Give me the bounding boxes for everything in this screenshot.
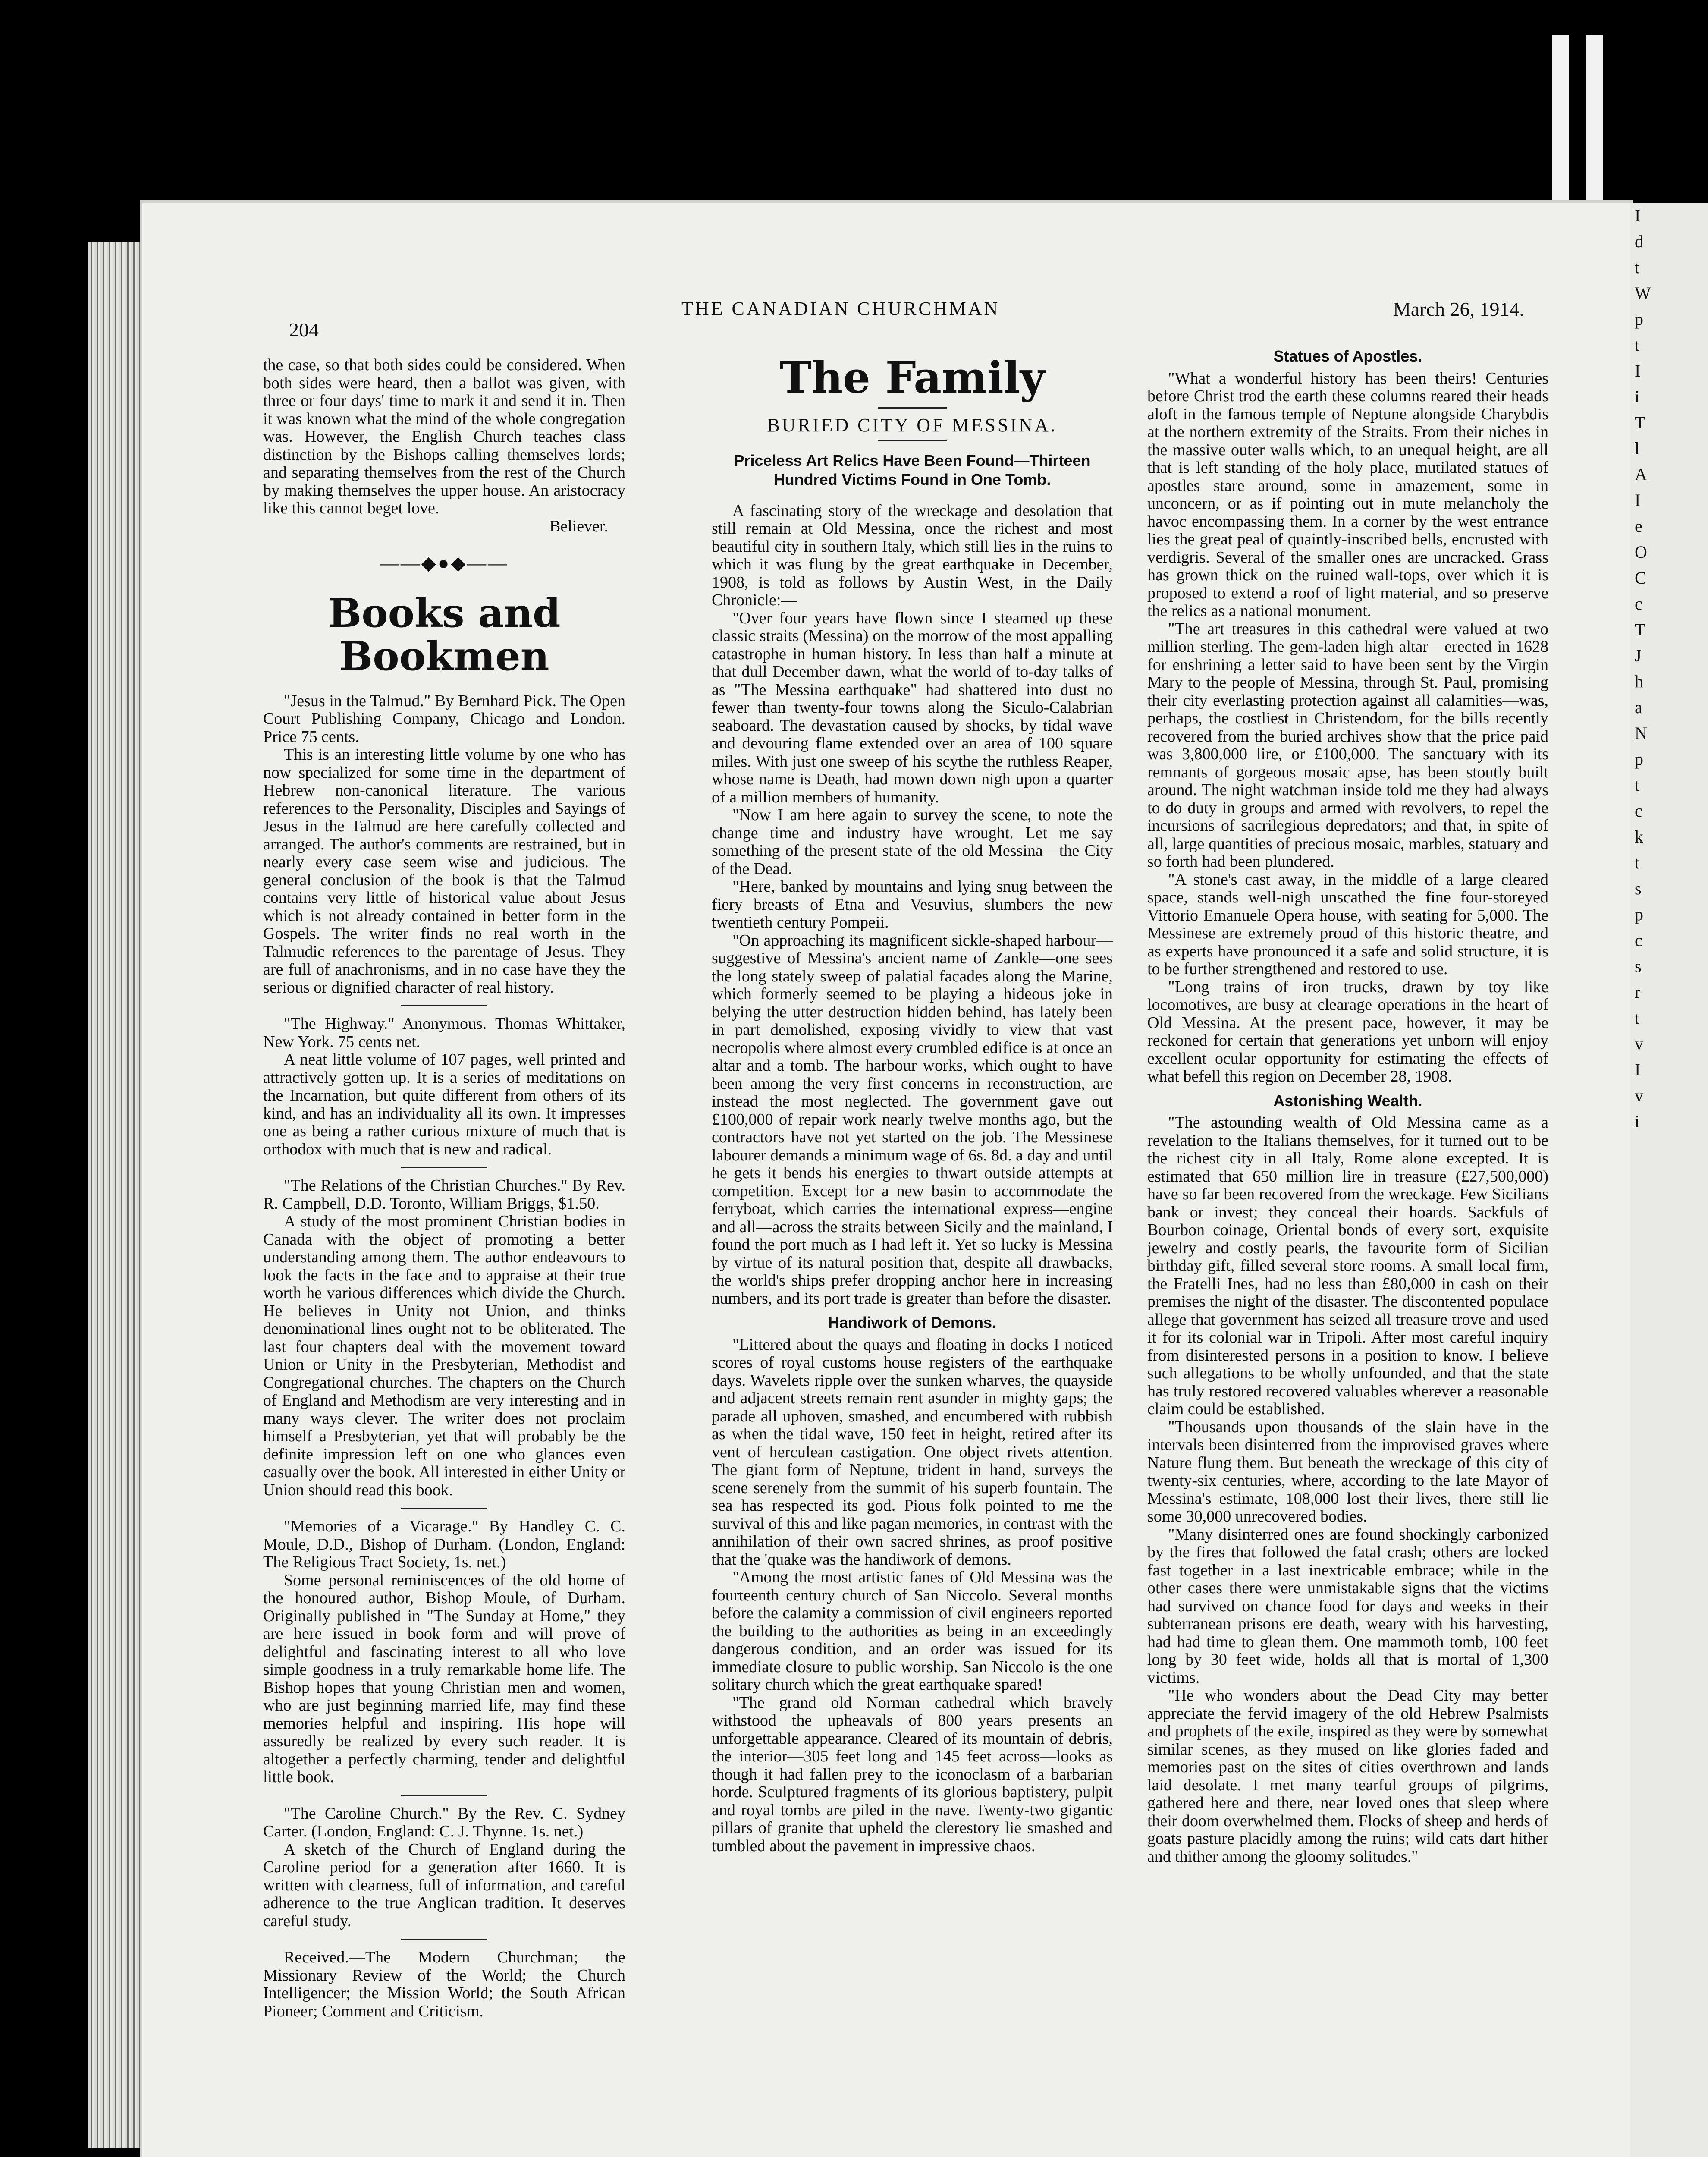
column-3 — [1147, 347, 1548, 1866]
facing-page-fragment: T — [1635, 620, 1645, 639]
received-note: Received.—The Modern Churchman; the Missionary Review of the World; the Church Intelligencer; the Mission World; the South African Pioneer; Comment and Criticism. — [263, 1948, 625, 2020]
facing-page-fragment: i — [1635, 387, 1640, 406]
paragraph: "What a wonderful history has been theirs! Centuries before Christ trod the earth these columns reared their heads aloft in the famous temple of Neptune alongside Charybdis at the northern extremity of the Straits. From their niches in the massive outer walls which, to an unequal height, are all that is left standing of the holy place, mutilated statues of apostles stare around, some in amazement, some in unconcern, or as if pointing out in mute melancholy the havoc encompassing them. In a corner by the west entrance lies the great peal of quaintly-inscribed bells, encrusted with verdigris. Several of the smaller ones are uncracked. Grass has grown thick on the ruined wall-tops, over which it is proposed to extend a roof of light material, and so preserve the relics as a national monument. — [1147, 369, 1548, 620]
paragraph: "The grand old Norman cathedral which bravely withstood the upheavals of 800 years presents an unforgettable appearance. Cleared of its mountain of debris, the interior—305 feet long and 145 feet across—looks as though it had fallen prey to the iconoclasm of a barbarian horde. Sculptured fragments of its glorious baptistery, pulpit and royal tombs are piled in the nave. Twenty-two gigantic pillars of granite that upheld the clerestory lie smashed and tumbled about the pavement in impressive chaos. — [712, 1693, 1113, 1855]
facing-page-fragment: c — [1635, 931, 1642, 950]
subhead-apostles: Statues of Apostles. — [1273, 347, 1422, 365]
divider — [878, 407, 947, 409]
facing-page-fragment: r — [1635, 982, 1641, 1002]
section-title-family: The Family — [779, 352, 1045, 403]
facing-page-fragment: p — [1635, 309, 1643, 329]
facing-page-fragment: d — [1635, 232, 1643, 251]
facing-page-fragment: t — [1635, 853, 1640, 872]
paragraph: "The art treasures in this cathedral were valued at two million sterling. The gem-laden high altar—erected in 1628 for enshrining a letter said to have been sent by the Virgin Mary to the people of Messina, through St. Paul, promising their city everlasting protection against all calamities—was, perhaps, the costliest in Christendom, for the bills recently recovered from the buried archives show that the price paid was 3,800,000 lire, or £100,000. The sanctuary with its remnants of gorgeous mosaic apse, has been stoutly built around. The night watchman inside told me they had always to do duty in groups and armed with revolvers, to repel the incursions of sacrilegious depredators; and that, in spite of all, large quantities of precious mosaic, marbles, statuary and so forth had been plundered. — [1147, 619, 1548, 871]
paragraph: "Littered about the quays and floating in docks I noticed scores of royal customs house registers of the earthquake days. Wavelets ripple over the sunken wharves, the quayside and adjacent streets remain rent asunder in mighty gaps; the parade all uphoven, smashed, and encumbered with rubbish as when the tidal wave, 150 feet in height, retired after its vent of herculean castigation. One object rivets attention. The giant form of Neptune, trident in hand, surveys the scene serenely from the summit of his superb fountain. The sea has respected its god. Pious folk pointed to me the survival of this and like pagan memories, in contrast with the annihilation of their own sacred shrines, as proof positive that the 'quake was the handiwork of demons. — [712, 1335, 1113, 1569]
facing-page-fragment: I — [1635, 491, 1641, 510]
review-citation: "Jesus in the Talmud." By Bernhard Pick. The Open Court Publishing Company, Chicago and London. Price 75 cents. — [263, 692, 625, 746]
facing-page-fragment: t — [1635, 335, 1640, 355]
review-body: A sketch of the Church of England during the Caroline period for a generation after 1660. It is written with clearness, full of information, and careful adherence to the true Anglican tradition. It deserves careful study. — [263, 1840, 625, 1930]
paragraph: "A stone's cast away, in the middle of a large cleared space, stands well-nigh unscathed the fine four-storeyed Vittorio Emanuele Opera house, with seating for 5,000. The Messinese are extremely proud of this historic theatre, and as experts have pronounced it a safe and solid structure, it is to be further strengthened and restored to use. — [1147, 870, 1548, 978]
paragraph: "Over four years have flown since I steamed up these classic straits (Messina) on the morrow of the most appalling catastrophe in human history. In less than half a minute at that dull December dawn, what the world of to-day talks of as "The Messina earthquake" had shattered into dust no fewer than twenty-four towns along the Siculo-Calabrian seaboard. The devastation caused by shocks, by tidal wave and devouring flame extended over an area of 100 square miles. With just one sweep of his scythe the ruthless Reaper, whose name is Death, had mown down nigh upon a quarter of a million members of humanity. — [712, 609, 1113, 806]
review-body: A study of the most prominent Christian bodies in Canada with the object of promoting a better understanding among them. The author endeavours to look the facts in the face and to appraise at their true worth he various differences which divide the Church. He believes in Unity not Union, and thinks denominational lines ought not to be obliterated. The last four chapters deal with the movement toward Union or Unity in the Presbyterian, Methodist and Congregational churches. The chapters on the Church of England and Methodism are very interesting and in many ways clever. The writer does not proclaim himself a Presbyterian, yet that will probably be the definite impression left on one who glances even casually over the book. All interested in either Unity or Union should read this book. — [263, 1212, 625, 1499]
facing-page-fragment: t — [1635, 775, 1640, 795]
divider — [401, 1939, 487, 1940]
facing-page-fragment: I — [1635, 1060, 1641, 1079]
facing-page-fragment: s — [1635, 879, 1642, 898]
facing-page-fragment: a — [1635, 698, 1642, 717]
column-2 — [712, 349, 1113, 1855]
deck: Priceless Art Relics Have Been Found—Thirteen Hundred Victims Found in One Tomb. — [734, 451, 1091, 488]
facing-page-fragment: W — [1635, 283, 1651, 303]
paragraph: "Thousands upon thousands of the slain have in the intervals been disinterred from the improvised graves where Nature flung them. But beneath the wreckage of this city of twenty-six centuries, where, according to the late Mayor of Messina's estimate, 108,000 lost their lives, there still lie some 30,000 unrecovered bodies. — [1147, 1418, 1548, 1525]
headline: BURIED CITY OF MESSINA. — [767, 415, 1058, 436]
facing-page-fragment: O — [1635, 542, 1647, 562]
review-citation: "Memories of a Vicarage." By Handley C. C. Moule, D.D., Bishop of Durham. (London, England: The Religious Tract Society, 1s. net.) — [263, 1517, 625, 1571]
facing-page-fragment: v — [1635, 1034, 1643, 1053]
facing-page-fragment: l — [1635, 439, 1640, 458]
facing-page-fragment: A — [1635, 465, 1647, 484]
paragraph: "The astounding wealth of Old Messina came as a revelation to the Italians themselves, for it turned out to be the richest city in all Italy, Rome alone excepted. It is estimated that 650 million lire in treasure (£27,500,000) have so far been recovered from the wreckage. Few Sicilians bank or invest; they conceal their hoards. Sackfuls of Bourbon coinage, Oriental bonds of every sort, exquisite jewelry and costly pearls, the favourite form of Sicilian birthday gift, filled several store rooms. A small local firm, the Fratelli Ines, had no less than £80,000 in cash on their premises the night of the disaster. The discontented populace allege that government has seized all treasure trove and used it for its colonial war in Tripoli. After most careful inquiry from disinterested persons in a position to know. I believe such allegations to be wholly unfounded, and that the state has truly restored recovered valuables wherever a reasonable claim could be established. — [1147, 1113, 1548, 1418]
paragraph: "On approaching its magnificent sickle-shaped harbour—suggestive of Messina's ancient name of Zankle—one sees the long stately sweep of palatial facades along the Marine, which formerly seemed to be playing a hideous joke in belying the utter destruction hidden behind, has lately been in part demolished, exposing vividly to view that vast necropolis where almost every crumbled edifice is at once an altar and a tomb. The harbour works, which ought to have been among the very first concerns in reconstruction, are instead the most neglected. The government gave out £100,000 of repair work nearly twelve months ago, but the contractors have not yet started on the job. The Messinese labourer demands a minimum wage of 6s. 8d. a day and until he gets it bends his energies to thwart outside attempts at competition. Except for a new basin to accommodate the ferryboat, which carries the international express—engine and all—across the straits between Sicily and the mainland, I found the port much as I had left it. Yet so lucky is Messina by virtue of its natural position that, despite all drawbacks, the world's ships prefer dropping anchor here in increasing numbers, and its port trade is greater than before the disaster. — [712, 931, 1113, 1308]
paragraph: A fascinating story of the wreckage and desolation that still remain at Old Messina, once the richest and most beautiful city in southern Italy, which still lies in the ruins to which it was flung by the great earthquake in December, 1908, is told as follows by Austin West, in the Daily Chronicle:— — [712, 501, 1113, 609]
divider — [401, 1167, 487, 1168]
facing-page-fragment: e — [1635, 516, 1642, 536]
facing-page-fragment: s — [1635, 956, 1642, 976]
facing-page-fragment: J — [1635, 646, 1642, 665]
facing-page-fragment: N — [1635, 723, 1647, 743]
issue-date: March 26, 1914. — [1393, 298, 1525, 320]
review-body: Some personal reminiscences of the old home of the honoured author, Bishop Moule, of Durham. Originally published in "The Sunday at Home," they are here issued in book form and will prove of delightful and fascinating interest to all who love simple goodness in a truly remarkable home life. The Bishop hopes that young Christian men and women, who are just beginning married life, may find these memories helpful and inspiring. His hope will assuredly be realized by every such reader. It is altogether a perfectly charming, tender and delightful little book. — [263, 1571, 625, 1786]
paragraph: "Now I am here again to survey the scene, to note the change time and industry have wrought. Let me say something of the present state of the old Messina—the City of the Dead. — [712, 806, 1113, 878]
facing-page-fragment: h — [1635, 672, 1643, 691]
divider — [401, 1508, 487, 1509]
review-body: A neat little volume of 107 pages, well printed and attractively gotten up. It is a series of meditations on the Incarnation, but quite different from others of its kind, and has an individuality all its own. It impresses one as being a rather curious mixture of much that is orthodox with much that is new and radical. — [263, 1050, 625, 1158]
review-citation: "The Relations of the Christian Churches." By Rev. R. Campbell, D.D. Toronto, William Briggs, $1.50. — [263, 1176, 625, 1213]
facing-page-fragment: T — [1635, 413, 1645, 432]
facing-page-fragment: t — [1635, 258, 1640, 277]
paragraph: "Long trains of iron trucks, drawn by toy like locomotives, are busy at clearage operations in the heart of Old Messina. At the present pace, however, it may be reckoned for certain that generations yet unborn will enjoy excellent ocular opportunity for estimating the effects of what befell this region on December 28, 1908. — [1147, 978, 1548, 1085]
page-number: 204 — [289, 319, 319, 341]
facing-page-fragment: v — [1635, 1086, 1643, 1105]
divider — [401, 1005, 487, 1006]
facing-page-fragment: t — [1635, 1008, 1640, 1028]
ornament: ——◆●◆—— — [380, 553, 509, 574]
column-1 — [263, 356, 625, 2020]
facing-page-fragment: k — [1635, 827, 1643, 846]
facing-page-fragment: c — [1635, 594, 1642, 613]
divider — [878, 440, 947, 441]
paragraph: "Among the most artistic fanes of Old Messina was the fourteenth century church of San Niccolo. Several months before the calamity a commission of civil engineers reported the building to the authorities as being in an exceedingly dangerous condition, and an order was issued for its immediate closure to public worship. San Niccolo is the one solitary church which the great earthquake spared! — [712, 1568, 1113, 1694]
subhead-demons: Handiwork of Demons. — [828, 1314, 997, 1331]
facing-page-fragment: I — [1635, 206, 1641, 225]
review-citation: "The Caroline Church." By the Rev. C. Sydney Carter. (London, England: C. J. Thynne. 1s. net.) — [263, 1804, 625, 1840]
masthead: THE CANADIAN CHURCHMAN — [681, 298, 1000, 319]
facing-page-fragment: p — [1635, 905, 1643, 924]
paragraph: the case, so that both sides could be considered. When both sides were heard, then a ballot was given, with three or four days' time to mark it and send it in. Then it was known what the mind of the whole congregation was. However, the English Church teaches class distinction by the Bishops calling themselves lords; and separating themselves from the rest of the Church by making themselves the upper house. An aristocracy like this cannot beget love. — [263, 356, 625, 517]
paragraph: "He who wonders about the Dead City may better appreciate the fervid imagery of the old Hebrew Psalmists and prophets of the exile, inspired as they were by somewhat similar scenes, as they mused on like glories faded and memories past on the sites of cities overthrown and lands laid desolate. I met many tearful groups of pilgrims, gathered here and there, near loved ones that sleep where their doom overwhelmed them. Flocks of sheep and herds of goats pasture placidly among the ruins; wild cats dart hither and thither among the gloomy solitudes." — [1147, 1686, 1548, 1866]
paragraph: "Here, banked by mountains and lying snug between the fiery breasts of Etna and Vesuvius, slumbers the new twentieth century Pompeii. — [712, 877, 1113, 931]
facing-page-strip — [1630, 203, 1708, 2157]
page-edges — [88, 242, 144, 2148]
facing-page-fragment: i — [1635, 1112, 1640, 1131]
facing-page-fragment: p — [1635, 749, 1643, 769]
facing-page-fragment: I — [1635, 361, 1641, 380]
subhead-wealth: Astonishing Wealth. — [1273, 1091, 1422, 1110]
paragraph: "Many disinterred ones are found shockingly carbonized by the fires that followed the fatal crash; others are locked fast together in a last inextricable embrace; while in the other cases there were unmistakable signs that the victims had survived on chance food for days and weeks in their subterranean prisons ere death, weary with his harvesting, had had time to glean them. One mammoth tomb, 100 feet long by 30 feet wide, holds all that is mortal of 1,300 victims. — [1147, 1525, 1548, 1687]
review-citation: "The Highway." Anonymous. Thomas Whittaker, New York. 75 cents net. — [263, 1015, 625, 1051]
divider — [401, 1795, 487, 1796]
review-body: This is an interesting little volume by one who has now specialized for some time in the department of Hebrew non-canonical literature. The various references to the Personality, Disciples and Sayings of Jesus in the Talmud are here carefully collected and arranged. The author's comments are restrained, but in nearly every case seem wise and judicious. The general conclusion of the book is that the Talmud contains very little of historical value about Jesus which is not already contained in better form in the Gospels. The writer finds no real worth in the Talmudic references to the parentage of Jesus. They are full of anachronisms, and in no case have they the serious or dignified character of real history. — [263, 745, 625, 997]
facing-page-fragment: C — [1635, 568, 1646, 588]
facing-page-fragment: c — [1635, 801, 1642, 821]
letter-signature: Believer. — [549, 517, 608, 535]
section-title-books: Books and Bookmen — [328, 589, 561, 679]
